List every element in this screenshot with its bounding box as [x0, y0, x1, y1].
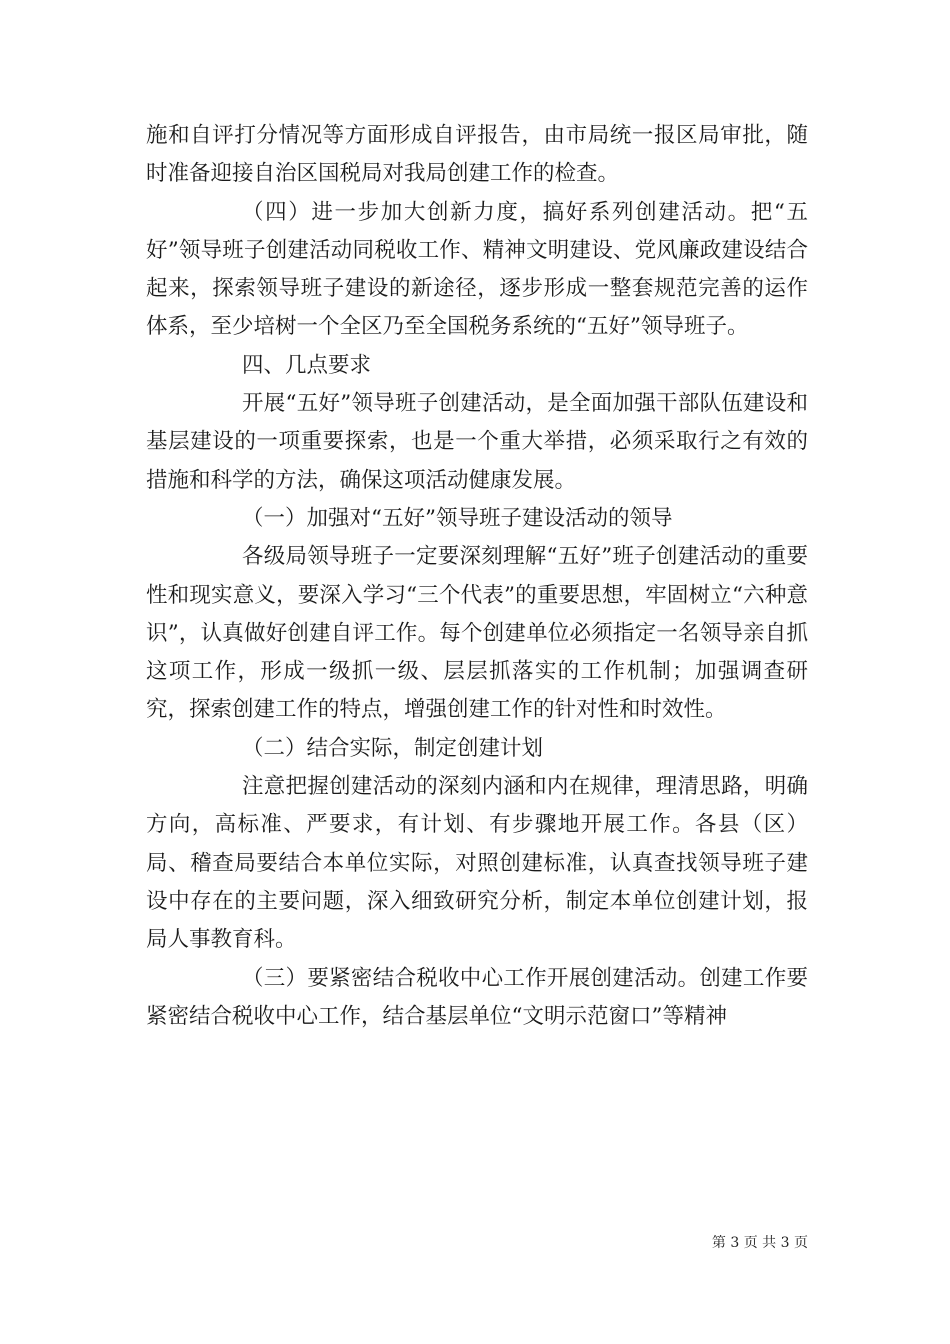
paragraph-continuation: 施和自评打分情况等方面形成自评报告，由市局统一报区局审批，随时准备迎接自治区国税局对我局创建工作的检查。 [146, 123, 808, 187]
page-number-footer: 第 3 页 共 3 页 [711, 1235, 808, 1251]
paragraph-tax-center-work: （三）要紧密结合税收中心工作开展创建活动。创建工作要紧密结合税收中心工作，结合基层单位“文明示范窗口”等精神 [146, 965, 808, 1029]
paragraph-leadership: 各级局领导班子一定要深刻理解“五好”班子创建活动的重要性和现实意义，要深入学习“三个代表”的重要思想，牢固树立“六种意识”，认真做好创建自评工作。每个创建单位必须指定一名领导亲自抓这项工作，形成一级抓一级、层层抓落实的工作机制；加强调查研究，探索创建工作的特点，增强创建工作的针对性和时效性。 [146, 544, 808, 723]
document-body [146, 117, 808, 1036]
paragraph-requirements-intro: 开展“五好”领导班子创建活动，是全面加强干部队伍建设和基层建设的一项重要探索，也是一个重大举措，必须采取行之有效的措施和科学的方法，确保这项活动健康发展。 [146, 391, 808, 493]
paragraph-section-four-innovation: （四）进一步加大创新力度，搞好系列创建活动。把“五好”领导班子创建活动同税收工作、精神文明建设、党风廉政建设结合起来，探索领导班子建设的新途径，逐步形成一整套规范完善的运作体系，至少培树一个全区乃至全国税务系统的“五好”领导班子。 [146, 199, 808, 340]
paragraph-plan: 注意把握创建活动的深刻内涵和内在规律，理清思路，明确方向，高标准、严要求，有计划、有步骤地开展工作。各县（区）局、稽查局要结合本单位实际，对照创建标准，认真查找领导班子建设中存在的主要问题，深入细致研究分析，制定本单位创建计划，报局人事教育科。 [146, 774, 808, 953]
heading-requirements: 四、几点要求 [242, 352, 372, 378]
subheading-plan: （二）结合实际，制定创建计划 [242, 735, 544, 761]
subheading-leadership: （一）加强对“五好”领导班子建设活动的领导 [242, 505, 673, 531]
